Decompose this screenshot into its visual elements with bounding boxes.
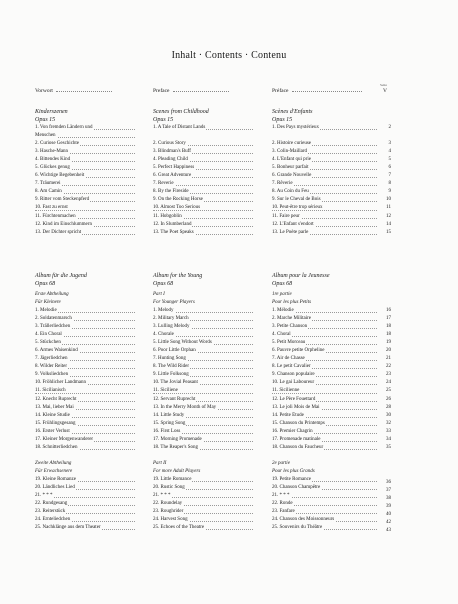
page-number: 43 xyxy=(386,528,391,534)
toc-entry: 20. Chanson Champêtre xyxy=(272,484,377,492)
kinderszenen-en: Scenes from Childhood Opus 15 1. A Tale of Distant Lands 2. Curious Story 3. Blindman's Buff 4. Pleading Child 5. Perfect Happiness 6. Great Adventure 7. Reverie 8. By the Fireside 9. On the Rocking Horse 10. Almost Too Serious 11. Hobgoblin 12. In Slumberland 13. The Poet Speaks xyxy=(153,108,253,237)
vorwort-page: V xyxy=(383,88,387,94)
page-number: 36 xyxy=(386,480,391,485)
toc-entry: 1. Melodie xyxy=(35,307,135,315)
page-number: 28 xyxy=(386,404,391,410)
page-number: 40 xyxy=(386,512,391,518)
toc-entry: 14. Petite Étude xyxy=(272,412,377,420)
toc-entry: 13. The Poet Speaks xyxy=(153,229,253,237)
toc-entry: 9. Volksliedchen xyxy=(35,371,135,379)
kinderszenen-fr: Scènes d'Enfants Opus 15 1. Des Pays mystérieux 2. Histoire curieuse 3. Colin-Maillard 4. L'Enfant qui prie 5. Bonheur parfait 6. Grande Nouvelle 7. Rêverie 8. Au Coin du Feu 9. Sur le Cheval de Bois 10. Peut-être trop sérieux 11. Faire peur 12. L'Enfant s'endort 13. Le Poète parle xyxy=(272,108,377,237)
page-number: 42 xyxy=(386,520,391,526)
toc-entry: 1. A Tale of Distant Lands xyxy=(153,124,253,132)
toc-entry: 7. Träumerei xyxy=(35,180,135,188)
toc-entry: 5. Stückchen xyxy=(35,339,135,347)
toc-entry: 21. * * * xyxy=(35,492,135,500)
toc-entry: 13. Mai, lieber Mai xyxy=(35,404,135,412)
toc-entry: 17. Morning Promenade xyxy=(153,436,253,444)
toc-entry: 9. On the Rocking Horse xyxy=(153,196,253,204)
page-number: 19 xyxy=(386,340,391,346)
toc-entry: 22. Ronde xyxy=(272,500,377,508)
toc-entry: 21. * * * xyxy=(272,492,377,500)
album-fr: Album pour la Jeunesse Opus 68 1re partie Pour les plus Petits 1. Mélodie 2. Marche Militaire 3. Petite Chanson 4. Choral 5. Petit Morceau 6. Pauvre petite Orpheline 7. Air de Chasse 8. Le petit Cavalier 9. Chanson populaire 10. Le gai Laboureur 11. Sicilienne 12. Le Père Fouettard 13. Le joli Mois de Mai 14. Petite Étude 15. Chanson du Printemps 16. Premier Chagrin 17. Promenade matinale 18. Chanson du Faucheur 2e partie Pour les plus Grands 19. Petite Romance 20. Chanson Champêtre 21. * * * 22. Ronde 23. Fanfare 24. Chanson des Moissonneurs 25. Souvenirs du Théâtre xyxy=(272,272,377,532)
toc-entry: 6. Grande Nouvelle xyxy=(272,172,377,180)
album-de: Album für die Jugend Opus 68 Erste Abtheilung Für Kleinere 1. Melodie 2. Soldatenmarsch 3. Trällerliedchen 4. Ein Choral 5. Stückchen 6. Armes Waisenkind 7. Jägerliedchen 8. Wilder Reiter 9. Volksliedchen 10. Fröhlicher Landmann 11. Sicilianisch 12. Knecht Ruprecht 13. Mai, lieber Mai 14. Kleine Studie 15. Frühlingsgesang 16. Erster Verlust 17. Kleiner Morgenwanderer 18. Schnitterliedchen Zweite Abtheilung Für Erwachsenere 19. Kleine Romanze 20. Ländliches Lied 21. * * * 22. Rundgesang 23. Reiterstück 24. Ernteliedchen 25. Nachklänge aus dem Theater xyxy=(35,272,135,532)
toc-entry: 14. Kleine Studie xyxy=(35,412,135,420)
page-number: 12 xyxy=(386,213,391,219)
toc-entry: 11. Hobgoblin xyxy=(153,213,253,221)
page-number: 16 xyxy=(386,308,391,313)
toc-entry: 13. Le Poète parle xyxy=(272,229,377,237)
toc-entry: 2. Curious Story xyxy=(153,140,253,148)
page-number: 39 xyxy=(386,504,391,510)
page-number: 7 xyxy=(388,173,391,179)
toc-entry: 10. Fröhlicher Landmann xyxy=(35,379,135,387)
page-number: 4 xyxy=(388,149,391,155)
toc-entry: 8. By the Fireside xyxy=(153,188,253,196)
toc-entry: 6. Great Adventure xyxy=(153,172,253,180)
toc-entry: 8. The Wild Rider xyxy=(153,363,253,371)
toc-entry: 10. Fast zu ernst xyxy=(35,204,135,212)
page-number: 32 xyxy=(386,420,391,426)
vorwort-fr: Préface xyxy=(272,88,362,94)
page-number xyxy=(383,132,392,140)
toc-entry: 4. Ein Choral xyxy=(35,331,135,339)
toc-entry: 7. Rêverie xyxy=(272,180,377,188)
page-number: 20 xyxy=(386,348,391,354)
toc-entry: 9. Ritter vom Steckenpferd xyxy=(35,196,135,204)
toc-entry: 12. In Slumberland xyxy=(153,221,253,229)
page-number: 24 xyxy=(386,380,391,386)
toc-entry: 25. Souvenirs du Théâtre xyxy=(272,524,377,532)
toc-entry: 12. Le Père Fouettard xyxy=(272,396,377,404)
toc-entry: 15. Chanson du Printemps xyxy=(272,420,377,428)
toc-entry: 22. Roundelay xyxy=(153,500,253,508)
toc-entry: 1. Des Pays mystérieux xyxy=(272,124,377,132)
toc-entry: 8. Le petit Cavalier xyxy=(272,363,377,371)
page-number: 35 xyxy=(386,444,391,450)
toc-entry: 5. Petit Morceau xyxy=(272,339,377,347)
toc-entry: 18. The Reaper's Song xyxy=(153,444,253,452)
toc-entry: 9. Little Folksong xyxy=(153,371,253,379)
toc-entry: 2. Military March xyxy=(153,315,253,323)
toc-entry: 10. The Jovial Peasant xyxy=(153,379,253,387)
toc-entry: 5. Bonheur parfait xyxy=(272,164,377,172)
toc-entry: 12. Knecht Ruprecht xyxy=(35,396,135,404)
toc-entry: 2. Soldatenmarsch xyxy=(35,315,135,323)
toc-entry: 3. Lulling Melody xyxy=(153,323,253,331)
page-number: 6 xyxy=(388,165,391,171)
page-number: 21 xyxy=(386,356,391,362)
toc-entry: 3. Colin-Maillard xyxy=(272,148,377,156)
page-number: 15 xyxy=(386,229,391,235)
toc-entry: 4. Chorale xyxy=(153,331,253,339)
toc-entry: 1. Mélodie xyxy=(272,307,377,315)
toc-entry: 19. Kleine Romanze xyxy=(35,476,135,484)
toc-entry: 1. Von fremden Ländern und xyxy=(35,124,135,132)
toc-entry: 15. Spring Song xyxy=(153,420,253,428)
page-number: 33 xyxy=(386,428,391,434)
page-number: 2 xyxy=(388,125,391,130)
toc-entry: 3. Blindman's Buff xyxy=(153,148,253,156)
toc-entry: 23. Fanfare xyxy=(272,508,377,516)
toc-entry: 7. Reverie xyxy=(153,180,253,188)
page-number: 18 xyxy=(386,324,391,330)
toc-entry: 11. Sicilianisch xyxy=(35,387,135,395)
toc-entry: 11. Fürchtenmachen xyxy=(35,213,135,221)
toc-entry: 3. Petite Chanson xyxy=(272,323,377,331)
toc-entry: 19. Little Romance xyxy=(153,476,253,484)
toc-entry: 21. * * * xyxy=(153,492,253,500)
toc-entry: 16. First Loss xyxy=(153,428,253,436)
toc-entry: 8. Wilder Reiter xyxy=(35,363,135,371)
toc-entry: 1. Melody xyxy=(153,307,253,315)
toc-entry: 17. Promenade matinale xyxy=(272,436,377,444)
toc-entry: 24. Chanson des Moissonneurs xyxy=(272,516,377,524)
toc-entry: 9. Chanson populaire xyxy=(272,371,377,379)
toc-entry: 5. Perfect Happiness xyxy=(153,164,253,172)
page-number: 14 xyxy=(386,221,391,227)
toc-entry: 11. Faire peur xyxy=(272,213,377,221)
toc-entry: 5. Glückes genug xyxy=(35,164,135,172)
toc-entry: 24. Harvest Song xyxy=(153,516,253,524)
page-title: Inhalt · Contents · Contenu xyxy=(171,50,287,61)
toc-entry: 25. Echoes of the Theatre xyxy=(153,524,253,532)
toc-entry: 20. Ländliches Lied xyxy=(35,484,135,492)
toc-entry: 12. Kind im Einschlummern xyxy=(35,221,135,229)
toc-entry: 10. Almost Too Serious xyxy=(153,204,253,212)
toc-entry: 7. Hunting Song xyxy=(153,355,253,363)
toc-entry: 11. Sicilienne xyxy=(272,387,377,395)
toc-entry: 8. Au Coin du Feu xyxy=(272,188,377,196)
toc-entry: 11. Siciliene xyxy=(153,387,253,395)
page-number: 9 xyxy=(388,189,391,195)
toc-entry: 4. Bittendes Kind xyxy=(35,156,135,164)
toc-entry: Menschen xyxy=(35,132,135,140)
toc-entry: 5. Little Song Without Words xyxy=(153,339,253,347)
page-number: 23 xyxy=(386,372,391,378)
page-number: 37 xyxy=(386,488,391,494)
toc-entry: 7. Air de Chasse xyxy=(272,355,377,363)
toc-entry: 4. Pleading Child xyxy=(153,156,253,164)
toc-entry: 23. Roughrider xyxy=(153,508,253,516)
toc-entry: 7. Jägerliedchen xyxy=(35,355,135,363)
toc-entry: 6. Poor Little Orphan xyxy=(153,347,253,355)
page-number: 10 xyxy=(386,197,391,203)
vorwort-en: Preface xyxy=(153,88,229,94)
toc-entry: 18. Chanson du Faucheur xyxy=(272,444,377,452)
toc-entry: 4. Choral xyxy=(272,331,377,339)
toc-entry: 12. L'Enfant s'endort xyxy=(272,221,377,229)
page-number: 34 xyxy=(386,436,391,442)
toc-entry: 16. Premier Chagrin xyxy=(272,428,377,436)
toc-entry xyxy=(153,132,253,140)
vorwort-de: Vorwort xyxy=(35,88,112,94)
toc-entry: 12. Servant Ruprecht xyxy=(153,396,253,404)
toc-entry: 2. Marche Militaire xyxy=(272,315,377,323)
toc-entry: 20. Rustic Song xyxy=(153,484,253,492)
toc-entry: 22. Rundgesang xyxy=(35,500,135,508)
toc-entry: 2. Curiose Geschichte xyxy=(35,140,135,148)
toc-entry xyxy=(272,132,377,140)
album-en: Album for the Young Opus 68 Part I For Younger Players 1. Melody 2. Military March 3. Lulling Melody 4. Chorale 5. Little Song Without Words 6. Poor Little Orphan 7. Hunting Song 8. The Wild Rider 9. Little Folksong 10. The Jovial Peasant 11. Siciliene 12. Servant Ruprecht 13. In the Merry Month of May 14. Little Study 15. Spring Song 16. First Loss 17. Morning Promenade 18. The Reaper's Song Part II For more Adult Players 19. Little Romance 20. Rustic Song 21. * * * 22. Roundelay 23. Roughrider 24. Harvest Song 25. Echoes of the Theatre xyxy=(153,272,253,532)
toc-entry: 2. Histoire curieuse xyxy=(272,140,377,148)
page-number: 3 xyxy=(388,141,391,147)
toc-entry: 23. Reiterstück xyxy=(35,508,135,516)
page-number: 11 xyxy=(386,205,391,211)
album-part1-pages xyxy=(383,307,392,452)
toc-entry: 18. Schnitterliedchen xyxy=(35,444,135,452)
toc-entry: 17. Kleiner Morgenwanderer xyxy=(35,436,135,444)
kinderszenen-pages xyxy=(383,124,392,237)
toc-entry: 3. Hasche-Mann xyxy=(35,148,135,156)
toc-entry: 25. Nachklänge aus dem Theater xyxy=(35,524,135,532)
page-number: 26 xyxy=(386,396,391,402)
toc-entry: 4. L'Enfant qui prie xyxy=(272,156,377,164)
page-number: 30 xyxy=(386,412,391,418)
toc-entry: 6. Pauvre petite Orpheline xyxy=(272,347,377,355)
page-number: 25 xyxy=(386,388,391,394)
toc-entry: 6. Armes Waisenkind xyxy=(35,347,135,355)
page-number: 5 xyxy=(388,157,391,163)
toc-entry: 9. Sur le Cheval de Bois xyxy=(272,196,377,204)
toc-entry: 10. Peut-être trop sérieux xyxy=(272,204,377,212)
toc-entry: 16. Erster Verlust xyxy=(35,428,135,436)
toc-entry: 15. Frühlingsgesang xyxy=(35,420,135,428)
toc-entry: 14. Little Study xyxy=(153,412,253,420)
page-number: 22 xyxy=(386,364,391,370)
page-number: 8 xyxy=(388,181,391,187)
page-column-label: Seite xyxy=(380,83,387,87)
toc-entry: 19. Petite Romance xyxy=(272,476,377,484)
toc-entry: 8. Am Camin xyxy=(35,188,135,196)
toc-entry: 6. Wichtige Begebenheit xyxy=(35,172,135,180)
toc-entry: 13. Der Dichter spricht xyxy=(35,229,135,237)
kinderszenen-de: Kinderszenen Opus 15 1. Von fremden Ländern und Menschen 2. Curiose Geschichte 3. Hasche-Mann 4. Bittendes Kind 5. Glückes genug 6. Wichtige Begebenheit 7. Träumerei 8. Am Camin 9. Ritter vom Steckenpferd 10. Fast zu ernst 11. Fürchtenmachen 12. Kind im Einschlummern 13. Der Dichter spricht xyxy=(35,108,135,237)
album-part2-pages xyxy=(383,479,392,535)
toc-entry: 13. Le joli Mois de Mai xyxy=(272,404,377,412)
page-number: 18 xyxy=(386,332,391,338)
toc-entry: 3. Trällerliedchen xyxy=(35,323,135,331)
toc-entry: 10. Le gai Laboureur xyxy=(272,379,377,387)
toc-entry: 24. Ernteliedchen xyxy=(35,516,135,524)
page-number: 17 xyxy=(386,316,391,322)
toc-entry: 13. In the Merry Month of May xyxy=(153,404,253,412)
page-number: 38 xyxy=(386,496,391,502)
